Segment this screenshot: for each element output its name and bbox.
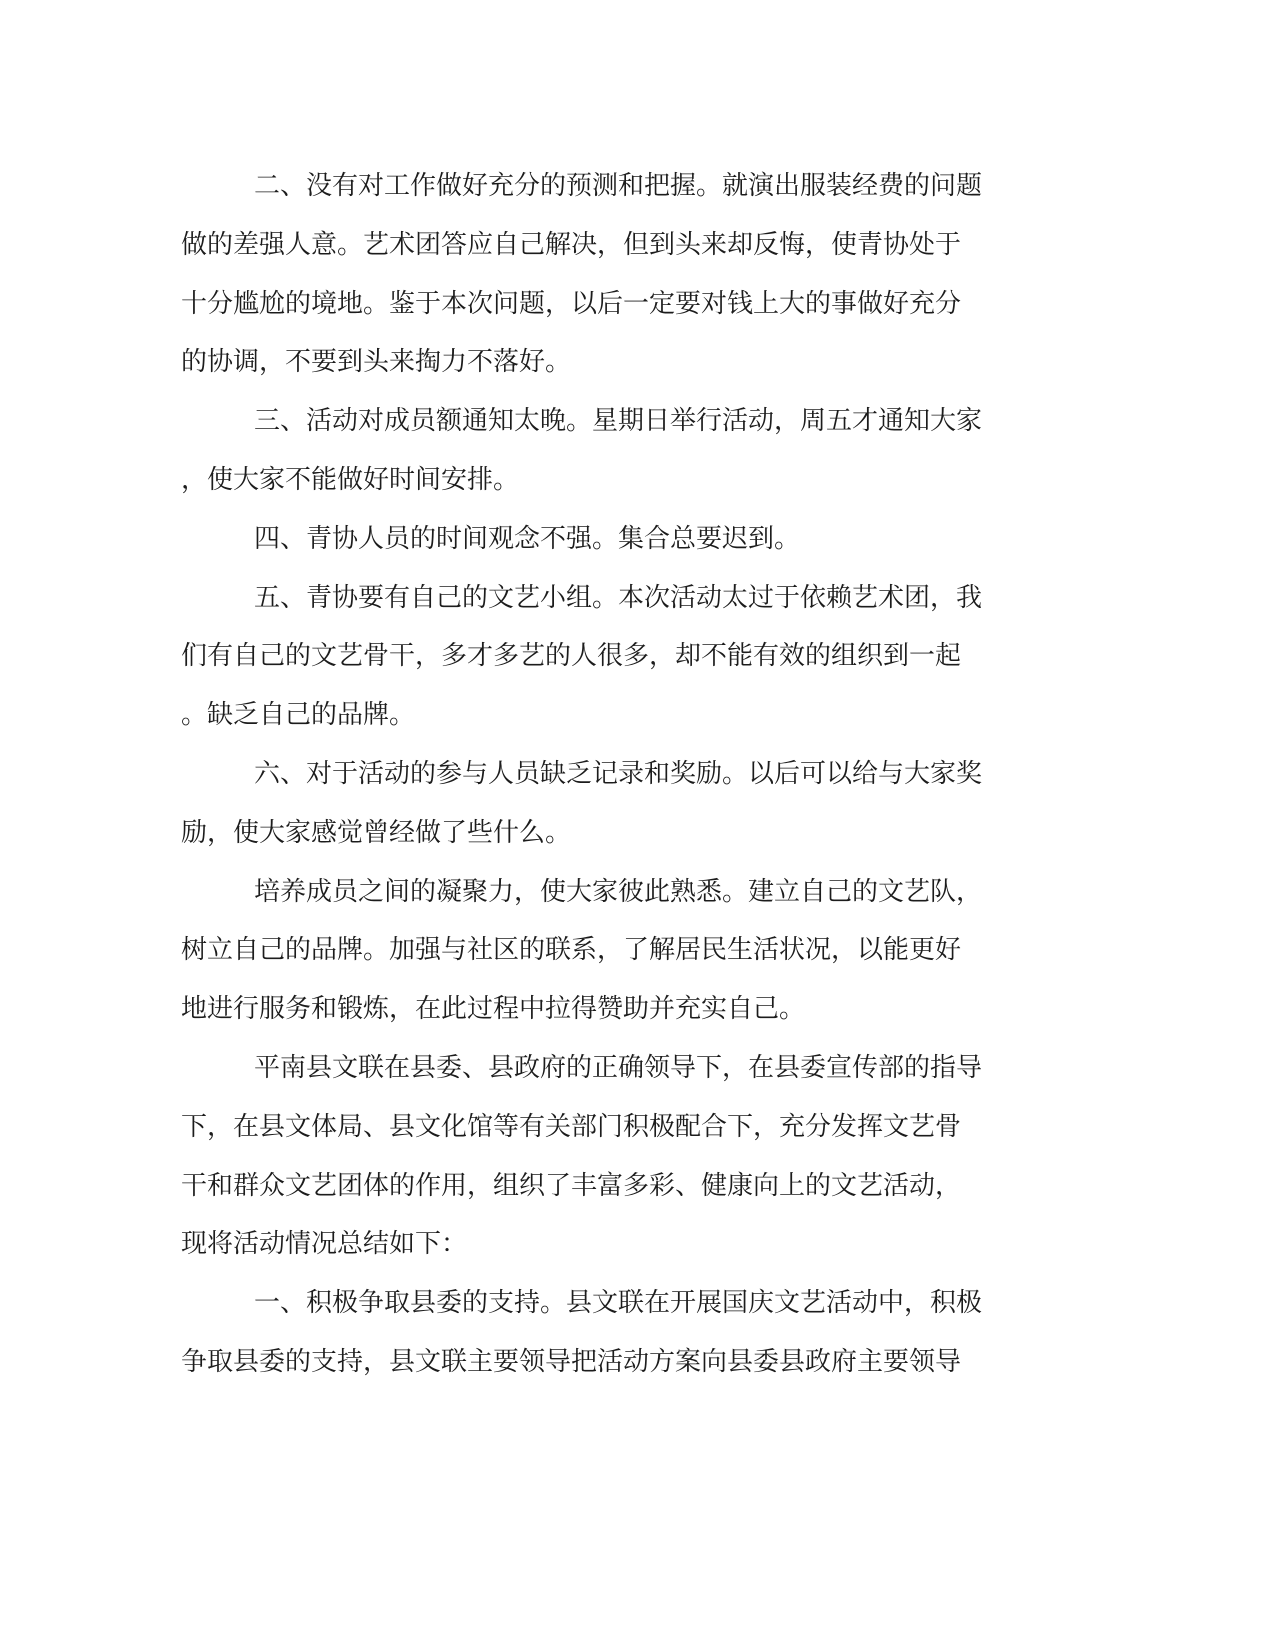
- text-line: 们有自己的文艺骨干，多才多艺的人很多，却不能有效的组织到一起: [181, 641, 962, 672]
- text-line: 地进行服务和锻炼，在此过程中拉得赞助并充实自己。: [181, 994, 806, 1025]
- paragraph-item-5: [181, 569, 1029, 745]
- text-line: 培养成员之间的凝聚力，使大家彼此熟悉。建立自己的文艺队，: [254, 876, 983, 907]
- text-line: 做的差强人意。艺术团答应自己解决，但到头来却反悔，使青协处于: [181, 229, 962, 260]
- paragraph-suggestions: [181, 863, 1029, 1039]
- paragraph-item-4: [181, 510, 1029, 569]
- text-line: 一、积极争取县委的支持。县文联在开展国庆文艺活动中，积极: [254, 1288, 983, 1319]
- paragraph-pingnan-intro: [181, 1039, 1029, 1274]
- text-line: 下，在县文体局、县文化馆等有关部门积极配合下，充分发挥文艺骨: [181, 1111, 962, 1142]
- paragraph-item-3: [181, 392, 1029, 510]
- paragraph-item-2: [181, 157, 1029, 392]
- text-line: 平南县文联在县委、县政府的正确领导下，在县委宣传部的指导: [254, 1052, 983, 1083]
- text-line: 励，使大家感觉曾经做了些什么。: [181, 817, 572, 848]
- paragraph-item-6: [181, 745, 1029, 863]
- text-line: 十分尴尬的境地。鉴于本次问题，以后一定要对钱上大的事做好充分: [181, 288, 962, 319]
- text-line: ，使大家不能做好时间安排。: [181, 464, 520, 495]
- text-line: 二、没有对工作做好充分的预测和把握。就演出服装经费的问题: [254, 171, 983, 201]
- text-line: 。缺乏自己的品牌。: [181, 700, 416, 731]
- text-line: 三、活动对成员额通知太晚。星期日举行活动，周五才通知大家: [254, 406, 983, 437]
- text-line: 五、青协要有自己的文艺小组。本次活动太过于依赖艺术团，我: [254, 582, 983, 613]
- text-line: 争取县委的支持，县文联主要领导把活动方案向县委县政府主要领导: [181, 1346, 962, 1377]
- text-line: 树立自己的品牌。加强与社区的联系，了解居民生活状况，以能更好: [181, 935, 962, 966]
- document-body: [181, 157, 1029, 1392]
- text-line: 现将活动情况总结如下：: [181, 1229, 468, 1260]
- text-line: 六、对于活动的参与人员缺乏记录和奖励。以后可以给与大家奖: [254, 758, 983, 789]
- text-line: 干和群众文艺团体的作用，组织了丰富多彩、健康向上的文艺活动，: [181, 1170, 962, 1201]
- text-line: 四、青协人员的时间观念不强。集合总要迟到。: [254, 523, 801, 554]
- paragraph-pingnan-item-1: [181, 1274, 1029, 1392]
- text-line: 的协调，不要到头来掏力不落好。: [181, 347, 572, 378]
